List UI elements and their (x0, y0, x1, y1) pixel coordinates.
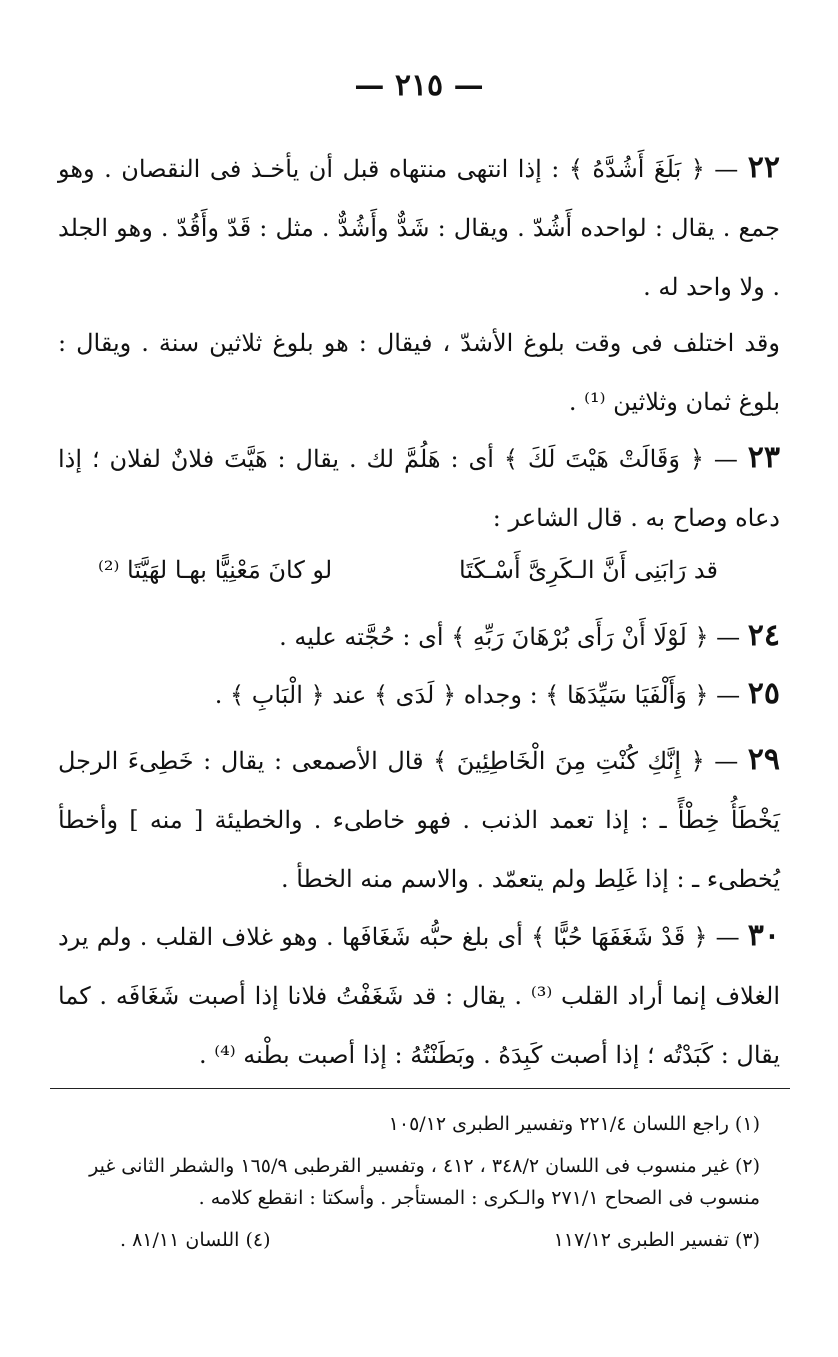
footnote-3: (٣) تفسير الطبرى ١١٧/١٢ (553, 1229, 760, 1251)
entry-24 (58, 606, 780, 667)
entry-text: — ﴿ بَلَغَ أَشُدَّهُ ﴾ : إذا انتهى منتهاه قبل أن يأخـذ فى النقصان . وهو جمع . يقال : لواحده أَشُدّ . ويقال : شَدٌّ وأَشُدٌّ . مثل : قَدّ وأَقُدّ . وهو الجلد . ولا واحد له . (58, 155, 780, 301)
paragraph-text: وقد اختلف فى وقت بلوغ الأشدّ ، فيقال : هو بلوغ ثلاثين سنة . ويقال : بلوغ ثمان وثلاثين ⁽¹⁾ . (58, 329, 780, 416)
verse-number: ٢٤ (747, 618, 780, 653)
entry-text: — ﴿ وَأَلْفَيَا سَيِّدَهَا ﴾ : وجداه ﴿ لَدَى ﴾ عند ﴿ الْبَابِ ﴾ . (214, 681, 748, 709)
verse-first-hemistich: قد رَابَنِى أَنَّ الـكَرِىَّ أَسْـكَتَا (459, 556, 718, 584)
verse-number: ٢٢ (747, 150, 780, 185)
entry-text: — ﴿ لَوْلَا أَنْ رَأَى بُرْهَانَ رَبِّهِ ﴾ أى : حُجَّته عليه . (279, 623, 748, 651)
poetry-verse (98, 545, 718, 595)
verse-number: ٢٥ (747, 676, 780, 711)
entry-23 (58, 428, 780, 548)
entry-29 (58, 730, 780, 909)
verse-second-hemistich: لو كانَ مَعْنِيًّا بهـا لهَيَّتَا ⁽²⁾ (98, 556, 333, 584)
verse-number: ٣٠ (747, 918, 780, 953)
verse-number: ٢٩ (747, 742, 780, 777)
footnote-4: (٤) اللسان ٨١/١١ . (120, 1229, 271, 1251)
page-number: — ٢١٥ — (354, 68, 484, 103)
entry-22 (58, 138, 780, 317)
footnote-divider (50, 1088, 790, 1089)
verse-number: ٢٣ (747, 440, 780, 475)
entry-25 (58, 664, 780, 725)
entry-text: — ﴿ وَقَالَتْ هَيْتَ لَكَ ﴾ أى : هَلُمَّ لك . يقال : هَيَّتَ فلانٌ لفلان ؛ إذا دعاه وصاح به . قال الشاعر : (58, 445, 780, 532)
paragraph-ashudd (58, 314, 780, 432)
entry-text: — ﴿ إِنَّكِ كُنْتِ مِنَ الْخَاطِئِينَ ﴾ قال الأصمعى : يقال : خَطِىءَ الرجل يَخْطَأُ خِطْأً ـ : إذا تعمد الذنب . فهو خاطىء . والخطيئة [ منه ] وأخطأ يُخطىء ـ : إذا غَلِط ولم يتعمّد . والاسم منه الخطأ . (58, 747, 780, 893)
footnote-2: (٢) غير منسوب فى اللسان ٣٤٨/٢ ، ٤١٢ ، وتفسير القرطبى ١٦٥/٩ والشطر الثانى غير منسوب فى الصحاح ٢٧١/١ والـكرى : المستأجر . وأسكتا : انقطع كلامه . (89, 1155, 760, 1209)
footnote-1: (١) راجع اللسان ٢٢١/٤ وتفسير الطبرى ١٠٥/١٢ (388, 1113, 760, 1135)
entry-text: — ﴿ قَدْ شَغَفَهَا حُبًّا ﴾ أى بلغ حبُّه شَغَافَها . وهو غلاف القلب . ولم يرد الغلاف إنما أراد القلب ⁽³⁾ . يقال : قد شَغَفْتُ فلانا إذا أصبت شَغَافَه . كما يقال : كَبَدْتُه ؛ إذا أصبت كَبِدَهُ . وبَطَنْتُهُ : إذا أصبت بطْنه ⁽⁴⁾ . (58, 923, 781, 1069)
entry-30 (58, 906, 780, 1085)
footnotes-3-4 (60, 1224, 760, 1256)
